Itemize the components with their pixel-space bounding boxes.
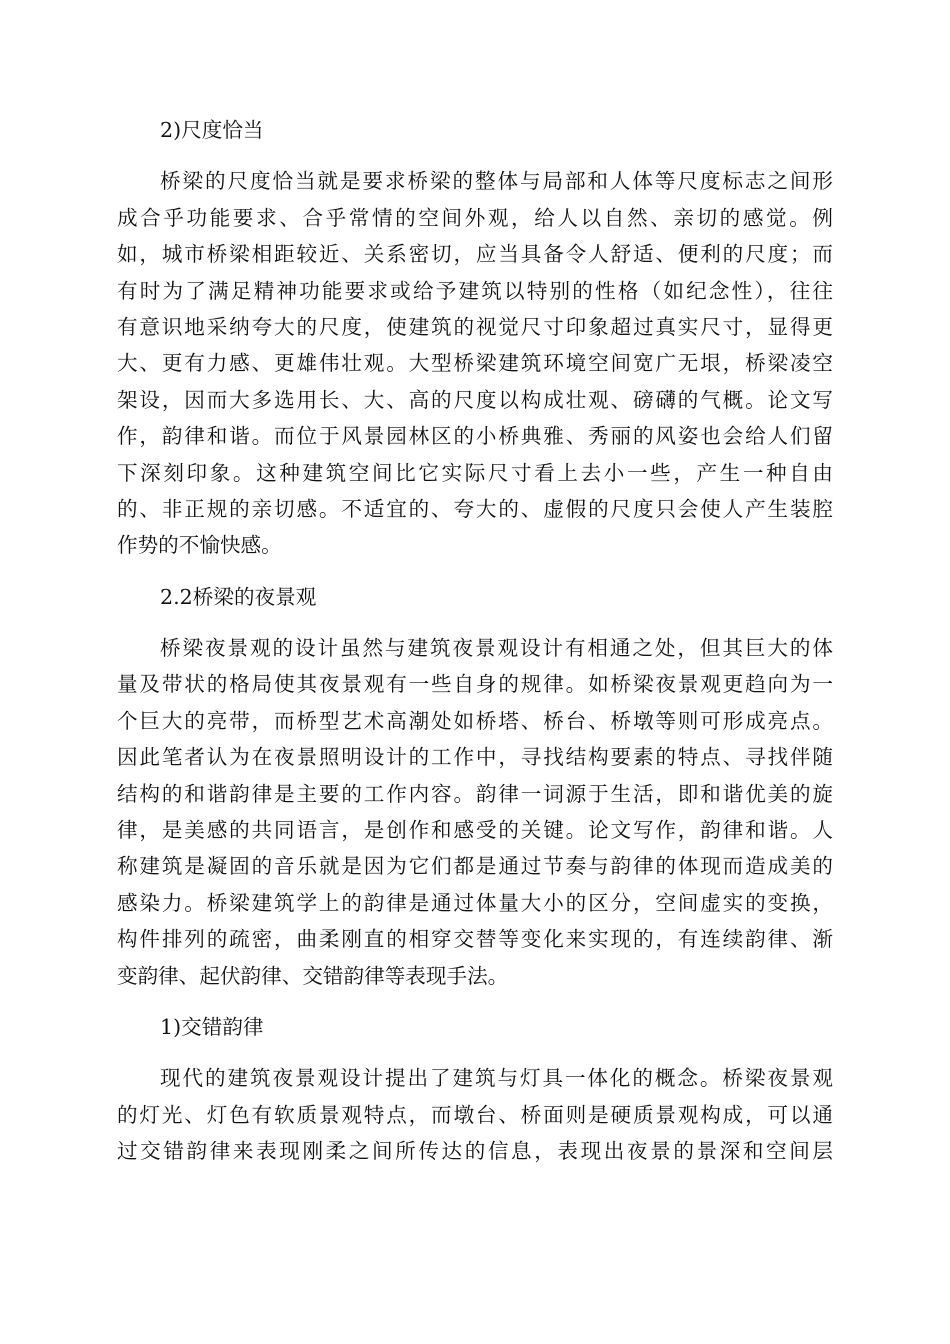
paragraph-line: 如，城市桥梁相距较近、关系密切，应当具备令人舒适、便利的尺度；而 — [117, 242, 833, 267]
paragraph-line: 感染力。桥梁建筑学上的韵律是通过体量大小的区分，空间虚实的变换， — [117, 890, 833, 915]
paragraph-line: 过交错韵律来表现刚柔之间所传达的信息，表现出夜景的景深和空间层 — [117, 1139, 833, 1164]
paragraph-line: 变韵律、起伏韵律、交错韵律等表现手法。 — [117, 963, 509, 988]
paragraph-line: 量及带状的格局使其夜景观有一些自身的规律。如桥梁夜景观更趋向为一 — [117, 672, 833, 697]
section-heading-scale: 2)尺度恰当 — [160, 118, 264, 142]
paragraph-line: 有意识地采纳夸大的尺度，使建筑的视觉尺寸印象超过真实尺寸，显得更 — [117, 314, 833, 339]
paragraph-line: 的灯光、灯色有软质景观特点，而墩台、桥面则是硬质景观构成，可以通 — [117, 1102, 833, 1127]
paragraph-line: 作，韵律和谐。而位于风景园林区的小桥典雅、秀丽的风姿也会给人们留 — [117, 424, 833, 449]
paragraph-alternating-rhythm — [117, 1060, 833, 1169]
paragraph-line: 现代的建筑夜景观设计提出了建筑与灯具一体化的概念。桥梁夜景观 — [160, 1066, 833, 1091]
paragraph-line: 结构的和谐韵律是主要的工作内容。韵律一词源于生活，即和谐优美的旋 — [117, 781, 833, 806]
paragraph-line: 称建筑是凝固的音乐就是因为它们都是通过节奏与韵律的体现而造成美的 — [117, 854, 833, 879]
paragraph-line: 桥梁夜景观的设计虽然与建筑夜景观设计有相通之处，但其巨大的体 — [160, 636, 833, 661]
paragraph-line: 有时为了满足精神功能要求或给予建筑以特别的性格（如纪念性），往往 — [117, 278, 833, 303]
document-body — [117, 112, 833, 1170]
paragraph-line: 律，是美感的共同语言，是创作和感受的关键。论文写作，韵律和谐。人 — [117, 818, 833, 843]
section-heading-night-view: 2.2桥梁的夜景观 — [160, 584, 317, 609]
paragraph-line: 作势的不愉快感。 — [117, 533, 282, 558]
section-heading-alternating-rhythm: 1)交错韵律 — [160, 1014, 264, 1039]
paragraph-line: 成合乎功能要求、合乎常情的空间外观，给人以自然、亲切的感觉。例 — [117, 205, 833, 230]
paragraph-line: 桥梁的尺度恰当就是要求桥梁的整体与局部和人体等尺度标志之间形 — [160, 169, 833, 194]
paragraph-line: 因此笔者认为在夜景照明设计的工作中，寻找结构要素的特点、寻找伴随 — [117, 745, 833, 770]
paragraph-line: 大、更有力感、更雄伟壮观。大型桥梁建筑环境空间宽广无垠，桥梁凌空 — [117, 351, 833, 376]
paragraph-night-view — [117, 630, 833, 994]
paragraph-line: 的、非正规的亲切感。不适宜的、夸大的、虚假的尺度只会使人产生装腔 — [117, 496, 833, 521]
paragraph-line: 架设，因而大多选用长、大、高的尺度以构成壮观、磅礴的气概。论文写 — [117, 387, 833, 412]
paragraph-scale — [117, 163, 833, 563]
paragraph-line: 个巨大的亮带，而桥型艺术高潮处如桥塔、桥台、桥墩等则可形成亮点。 — [117, 708, 833, 733]
paragraph-line: 构件排列的疏密，曲柔刚直的相穿交替等变化来实现的，有连续韵律、渐 — [117, 927, 833, 952]
paragraph-line: 下深刻印象。这种建筑空间比它实际尺寸看上去小一些，产生一种自由 — [117, 460, 833, 485]
